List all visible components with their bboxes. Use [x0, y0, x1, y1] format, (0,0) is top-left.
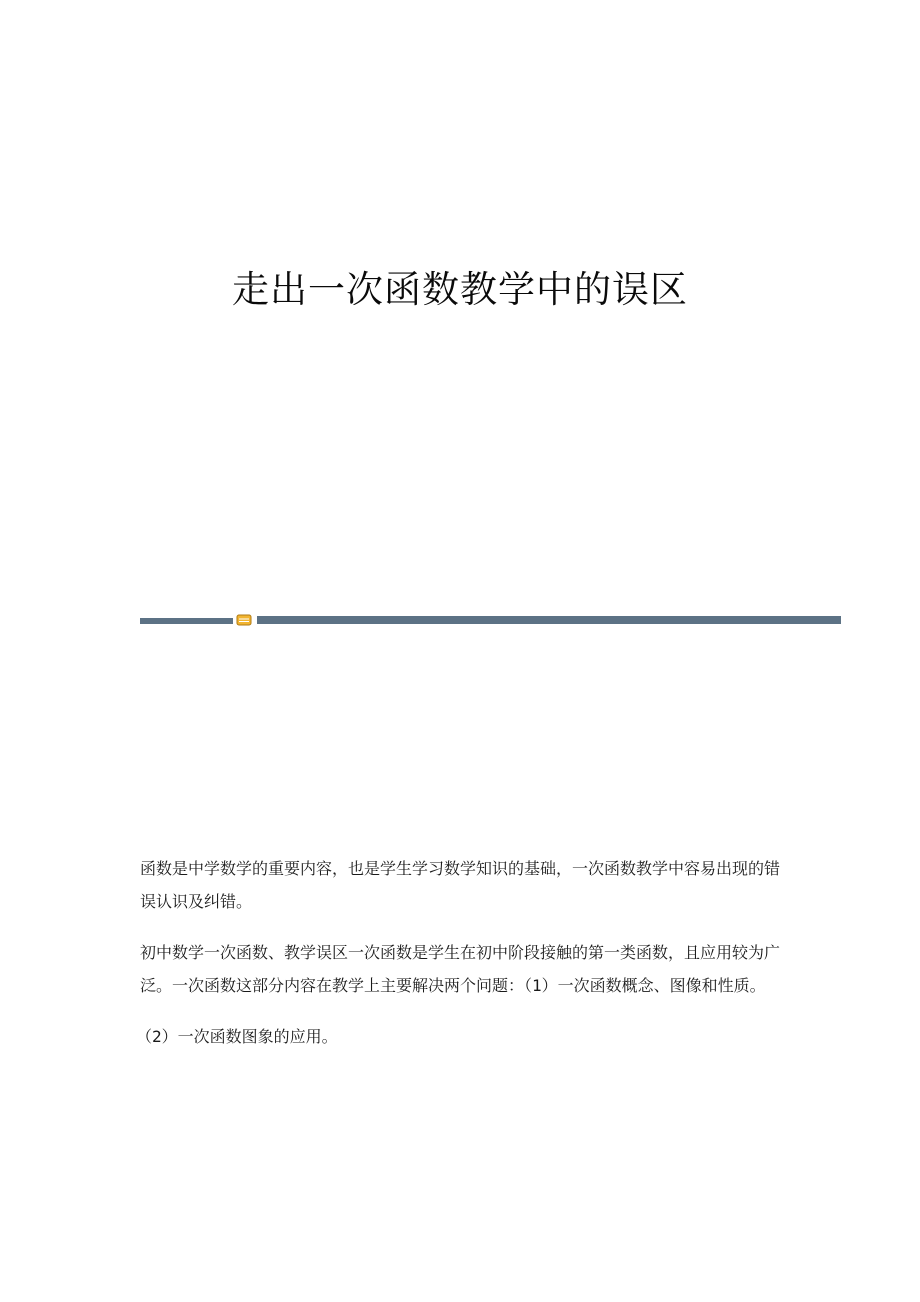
body-paragraph: 初中数学一次函数、教学误区一次函数是学生在初中阶段接触的第一类函数，且应用较为广泛。一次函数这部分内容在教学上主要解决两个问题：（1）一次函数概念、图像和性质。	[140, 943, 781, 995]
section-divider	[140, 614, 841, 626]
body-paragraph: 函数是中学数学的重要内容，也是学生学习数学知识的基础，一次函数教学中容易出现的错误认识及纠错。	[140, 859, 781, 911]
document-title: 走出一次函数教学中的误区	[232, 268, 688, 311]
body-paragraph: （2）一次函数图象的应用。	[136, 1027, 338, 1046]
document-body	[136, 852, 790, 1071]
divider-bar-left	[140, 618, 233, 624]
ornament-icon	[236, 614, 252, 626]
divider-bar-right	[257, 616, 841, 624]
